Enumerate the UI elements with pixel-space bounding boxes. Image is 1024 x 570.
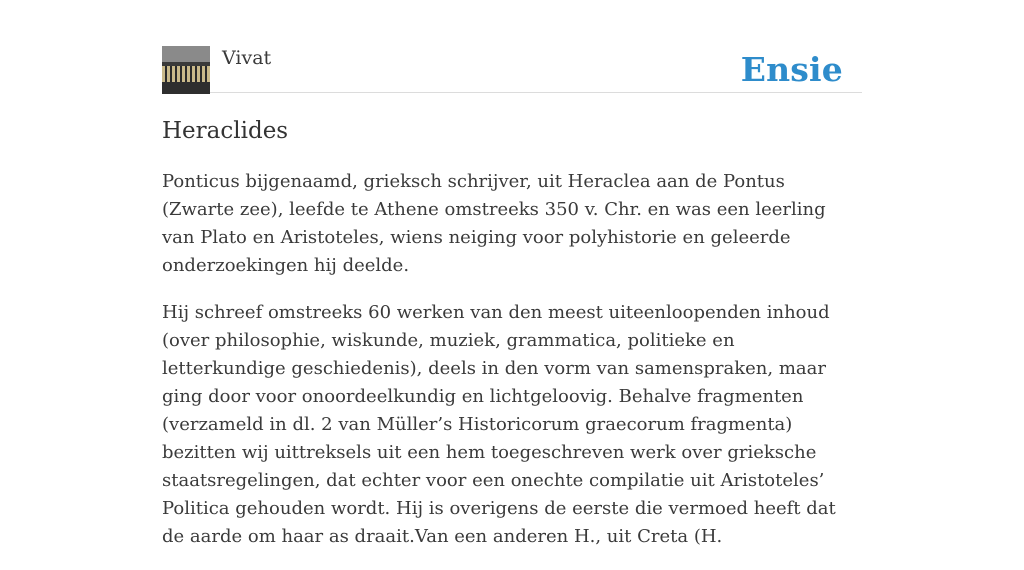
books-avatar-graphic [162,46,210,94]
article-page [162,0,862,547]
page-title: Heraclides [162,118,289,144]
paragraph: Hij schreef omstreeks 60 werken van den meest uiteenloopenden inhoud (over philosophie, wiskunde, muziek, grammatica, politieke en letterkundige geschiedenis), deels in den vorm van samenspraken, maar ging door voor onoordeelkundig en lichtgeloovig. Behalve fragmenten (verzameld in dl. 2 van Müller’s Historicorum graecorum fragmenta) bezitten wij uittreksels uit een hem toegeschreven werk over grieksche staatsregelingen, dat echter voor een onechte compilatie uit Aristoteles’ Politica gehouden wordt. Hij is overigens de eerste die vermoed heeft dat de aarde om haar as draait.Van een anderen H., uit Creta (H. [162,302,836,547]
source-name[interactable]: Vivat [222,47,272,69]
paragraph: Ponticus bijgenaamd, grieksch schrijver, uit Heraclea aan de Pontus (Zwarte zee), leefde te Athene omstreeks 350 v. Chr. en was een leerling van Plato en Aristoteles, wiens neiging voor polyhistorie en geleerde onderzoekingen hij deelde. [162,171,826,276]
article-body [162,168,862,570]
brand-logo[interactable]: Ensie [740,50,843,89]
books-avatar-icon[interactable] [162,46,210,94]
article-header [162,46,862,93]
